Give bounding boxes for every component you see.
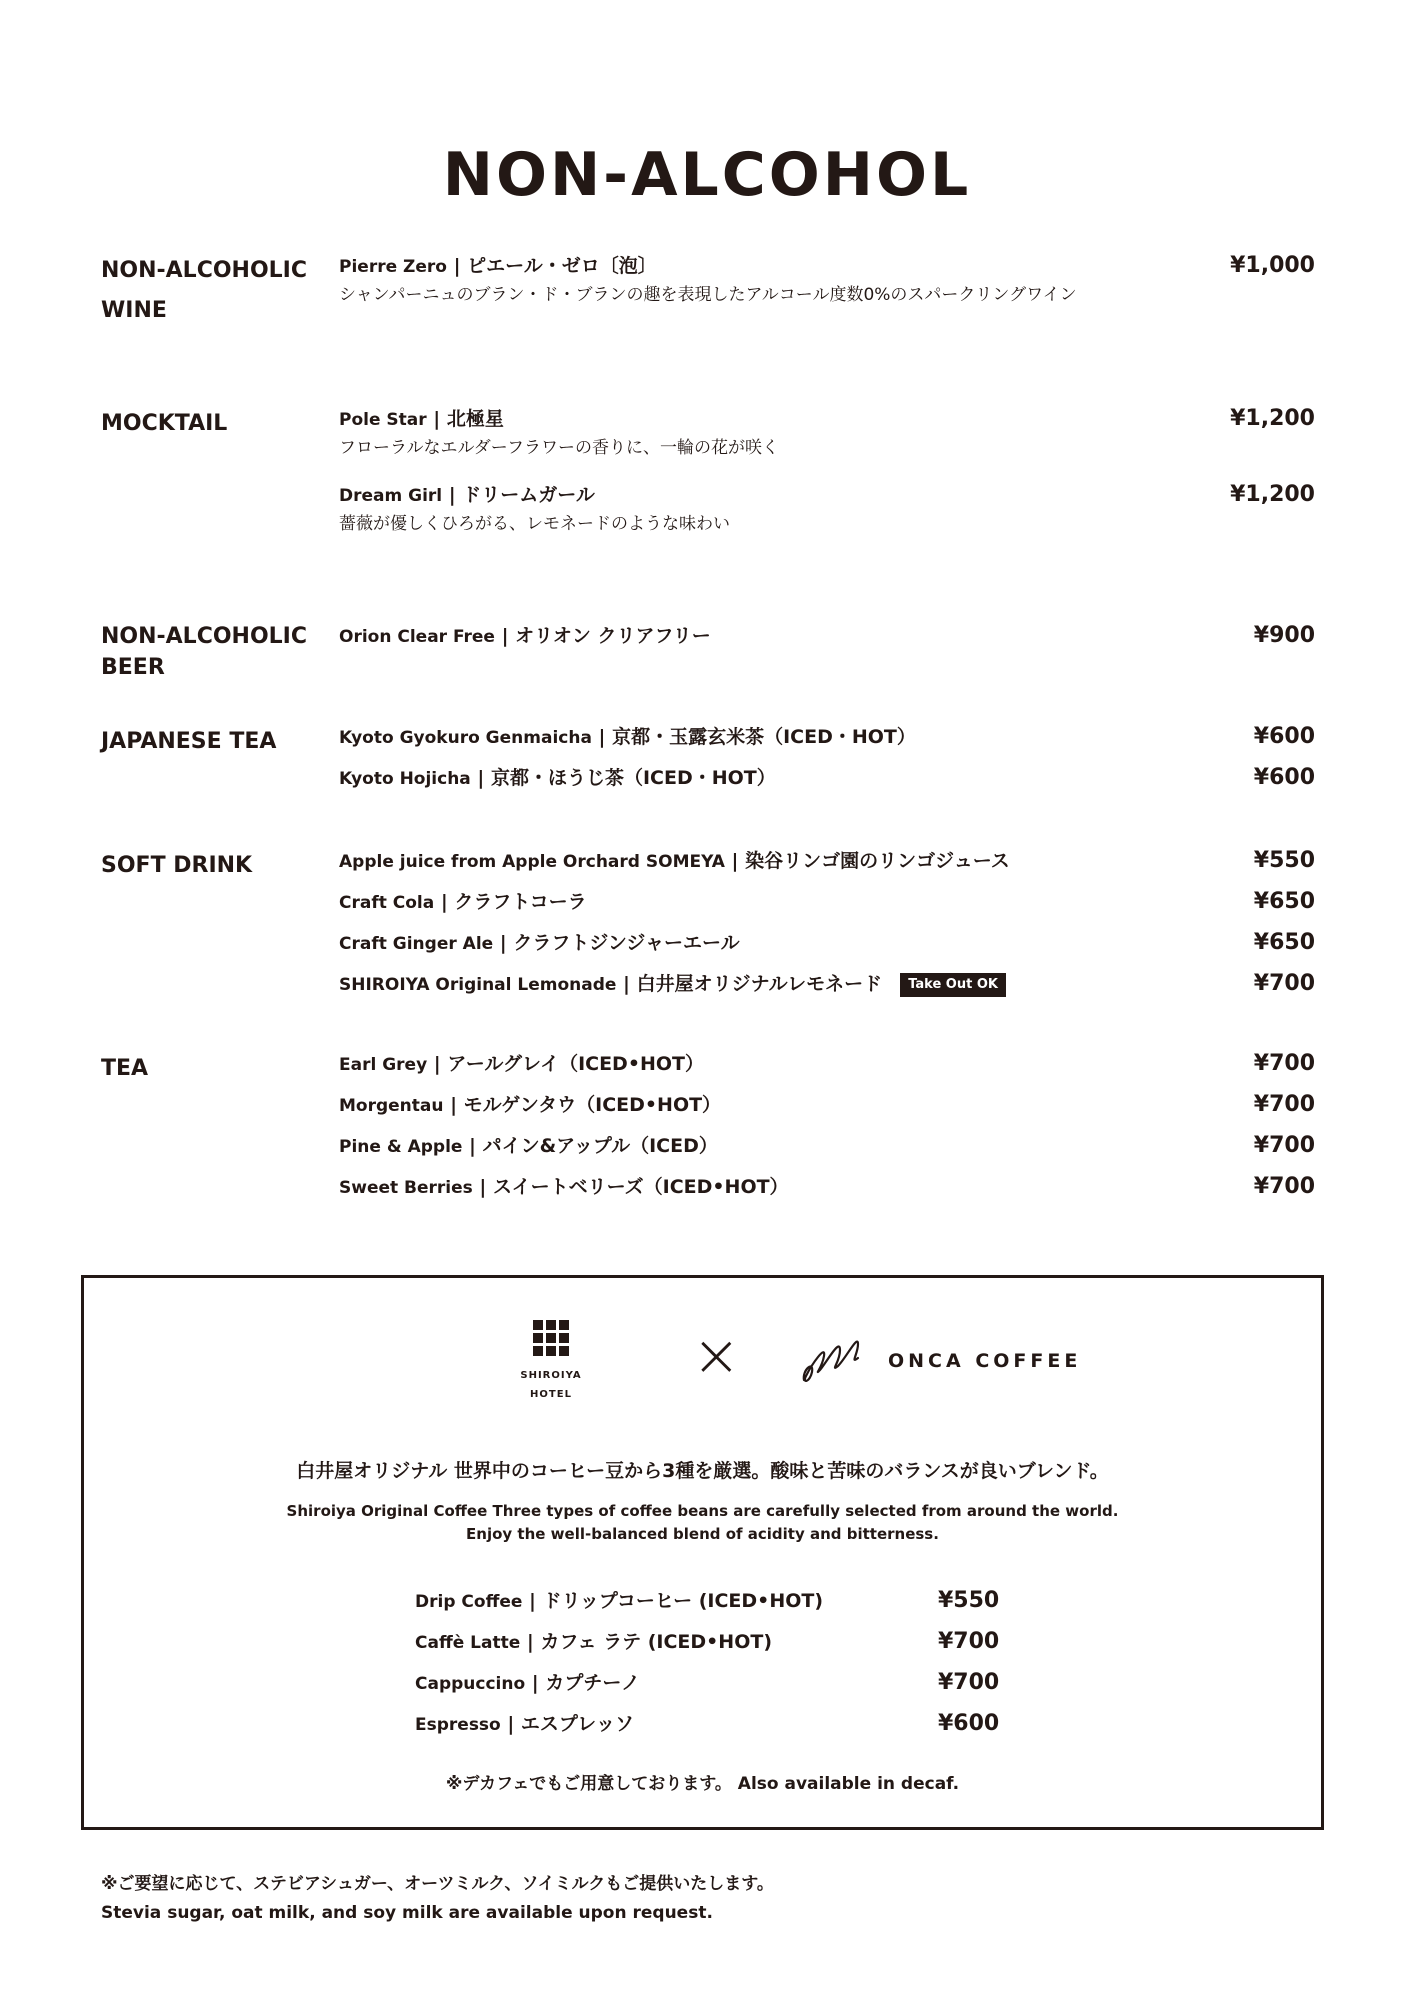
item-price: ¥650 — [1253, 930, 1315, 955]
item-name-jp: スイートベリーズ（ICED•HOT） — [492, 1176, 789, 1198]
coffee-list — [415, 1586, 1008, 1750]
item-price: ¥700 — [938, 1670, 1000, 1695]
shiroiya-hotel-logo — [496, 1320, 606, 1404]
collaboration-times: × — [692, 1321, 741, 1389]
page-title: NON-ALCOHOL — [442, 140, 972, 210]
item-name-en: Craft Cola — [339, 893, 435, 913]
item-name-jp: 北極星 — [446, 408, 504, 430]
take-out-badge: Take Out OK — [900, 973, 1006, 997]
category-label: NON-ALCOHOLIC WINE — [101, 258, 308, 323]
grid-logo-icon — [533, 1320, 569, 1356]
category-label: JAPANESE TEA — [101, 729, 277, 754]
coffee-item: Espresso | エスプレッソ ¥600 — [415, 1709, 1008, 1750]
item-name-en: Orion Clear Free — [339, 627, 495, 647]
item-price: ¥1,200 — [1230, 406, 1315, 431]
onca-coffee-logo-text: ONCA COFFEE — [888, 1350, 1082, 1372]
item-name-en: Pine & Apple — [339, 1137, 463, 1157]
coffee-description-en — [84, 1500, 1321, 1546]
item-name-jp: 染谷リンゴ園のリンゴジュース — [745, 850, 1010, 872]
coffee-item: Caffè Latte | カフェ ラテ (ICED•HOT) ¥700 — [415, 1627, 1008, 1668]
category-label: TEA — [101, 1056, 149, 1081]
onca-coffee-mark-icon — [800, 1320, 870, 1390]
item-name-en: Sweet Berries — [339, 1178, 473, 1198]
item-price: ¥700 — [1253, 1174, 1315, 1199]
item-price: ¥1,200 — [1230, 482, 1315, 507]
menu-item: Craft Ginger Ale | クラフトジンジャーエール ¥650 — [339, 928, 1315, 969]
item-name-jp: 京都・ほうじ茶（ICED・HOT） — [490, 767, 776, 789]
menu-item: Earl Grey | アールグレイ（ICED•HOT） ¥700 — [339, 1049, 1315, 1090]
item-price: ¥700 — [1253, 1092, 1315, 1117]
item-name-en: Kyoto Gyokuro Genmaicha — [339, 728, 592, 748]
item-price: ¥700 — [1253, 1133, 1315, 1158]
item-name-en: Caffè Latte — [415, 1633, 521, 1653]
item-description: シャンパーニュのブラン・ド・ブランの趣を表現したアルコール度数0%のスパークリングワイン — [339, 285, 1077, 305]
logo-text-hotel: HOTEL — [530, 1389, 572, 1400]
item-price: ¥550 — [938, 1588, 1000, 1613]
item-price: ¥600 — [938, 1711, 1000, 1736]
coffee-item: Drip Coffee | ドリップコーヒー (ICED•HOT) ¥550 — [415, 1586, 1008, 1627]
item-name-jp: 白井屋オリジナルレモネード — [636, 973, 883, 995]
item-price: ¥1,000 — [1230, 253, 1315, 278]
item-name-jp: カフェ ラテ (ICED•HOT) — [540, 1631, 773, 1653]
item-name-jp: クラフトジンジャーエール — [513, 932, 740, 954]
item-name-jp: 京都・玉露玄米茶（ICED・HOT） — [612, 726, 916, 748]
menu-item: Pierre Zero | ピエール・ゼロ〔泡〕 シャンパーニュのブラン・ド・ブランの趣を表現したアルコール度数0%のスパークリングワイン ¥1,000 — [339, 251, 1315, 327]
category-label: NON-ALCOHOLIC BEER — [101, 624, 308, 680]
footer-note-en: Stevia sugar, oat milk, and soy milk are available upon request. — [101, 1903, 713, 1923]
item-price: ¥550 — [1253, 848, 1315, 873]
item-name-en: Kyoto Hojicha — [339, 769, 471, 789]
item-description: 薔薇が優しくひろがる、レモネードのような味わい — [339, 514, 730, 534]
item-name-en: Craft Ginger Ale — [339, 934, 494, 954]
category-label: MOCKTAIL — [101, 411, 228, 436]
item-price: ¥600 — [1253, 765, 1315, 790]
item-name-en: Dream Girl — [339, 486, 443, 506]
item-name-en: Cappuccino — [415, 1674, 526, 1694]
item-price: ¥700 — [938, 1629, 1000, 1654]
item-name-en: Pierre Zero — [339, 257, 447, 277]
item-name-jp: クラフトコーラ — [454, 891, 587, 913]
menu-item: Kyoto Gyokuro Genmaicha | 京都・玉露玄米茶（ICED・HOT） ¥600 — [339, 722, 1315, 763]
footer-note — [101, 1870, 774, 1928]
item-description: フローラルなエルダーフラワーの香りに、一輪の花が咲く — [339, 438, 779, 458]
menu-item: Pole Star | 北極星 フローラルなエルダーフラワーの香りに、一輪の花が咲く ¥1,200 — [339, 404, 1315, 480]
footer-note-jp: ※ご要望に応じて、ステビアシュガー、オーツミルク、ソイミルクもご提供いたします。 — [101, 1874, 774, 1894]
menu-item: Pine & Apple | パイン&アップル（ICED） ¥700 — [339, 1131, 1315, 1172]
logo-text-shiroiya: SHIROIYA — [520, 1370, 582, 1381]
item-name-jp: ドリップコーヒー (ICED•HOT) — [542, 1590, 824, 1612]
item-name-en: Drip Coffee — [415, 1592, 523, 1612]
item-name-en: Apple juice from Apple Orchard SOMEYA — [339, 852, 725, 872]
item-price: ¥900 — [1253, 623, 1315, 648]
category-label: SOFT DRINK — [101, 853, 253, 878]
menu-item: Orion Clear Free | オリオン クリアフリー ¥900 — [339, 621, 1315, 662]
coffee-item: Cappuccino | カプチーノ ¥700 — [415, 1668, 1008, 1709]
coffee-description-jp: 白井屋オリジナル 世界中のコーヒー豆から3種を厳選。酸味と苦味のバランスが良いブレンド。 — [296, 1460, 1109, 1482]
menu-item: Morgentau | モルゲンタウ（ICED•HOT） ¥700 — [339, 1090, 1315, 1131]
item-name-jp: カプチーノ — [545, 1672, 640, 1694]
item-name-jp: モルゲンタウ（ICED•HOT） — [463, 1094, 722, 1116]
item-name-jp: ドリームガール — [462, 484, 595, 506]
item-name-jp: ピエール・ゼロ〔泡〕 — [467, 255, 657, 277]
item-name-jp: アールグレイ（ICED•HOT） — [447, 1053, 704, 1075]
menu-item: Sweet Berries | スイートベリーズ（ICED•HOT） ¥700 — [339, 1172, 1315, 1213]
coffee-description-en-line2: Enjoy the well-balanced blend of acidity and bitterness. — [466, 1525, 939, 1543]
item-name-jp: パイン&アップル（ICED） — [482, 1135, 718, 1157]
coffee-description-en-line1: Shiroiya Original Coffee Three types of coffee beans are carefully selected from around the world. — [286, 1502, 1119, 1520]
item-name-en: Morgentau — [339, 1096, 444, 1116]
logo-row — [84, 1320, 1321, 1420]
menu-item: SHIROIYA Original Lemonade | 白井屋オリジナルレモネード Take Out OK ¥700 — [339, 969, 1315, 1010]
item-price: ¥600 — [1253, 724, 1315, 749]
menu-item: Kyoto Hojicha | 京都・ほうじ茶（ICED・HOT） ¥600 — [339, 763, 1315, 804]
menu-item: Apple juice from Apple Orchard SOMEYA | 染谷リンゴ園のリンゴジュース ¥550 — [339, 846, 1315, 887]
item-name-en: Espresso — [415, 1715, 501, 1735]
item-name-en: SHIROIYA Original Lemonade — [339, 975, 617, 995]
item-price: ¥700 — [1253, 971, 1315, 996]
menu-item: Dream Girl | ドリームガール 薔薇が優しくひろがる、レモネードのような味わい ¥1,200 — [339, 480, 1315, 556]
item-name-jp: エスプレッソ — [520, 1713, 634, 1735]
item-price: ¥650 — [1253, 889, 1315, 914]
item-name-en: Earl Grey — [339, 1055, 428, 1075]
item-price: ¥700 — [1253, 1051, 1315, 1076]
item-name-en: Pole Star — [339, 410, 427, 430]
item-name-jp: オリオン クリアフリー — [515, 625, 711, 647]
decaf-note: ※デカフェでもご用意しております。 Also available in decaf. — [445, 1774, 960, 1794]
coffee-box — [81, 1275, 1324, 1830]
menu-item: Craft Cola | クラフトコーラ ¥650 — [339, 887, 1315, 928]
